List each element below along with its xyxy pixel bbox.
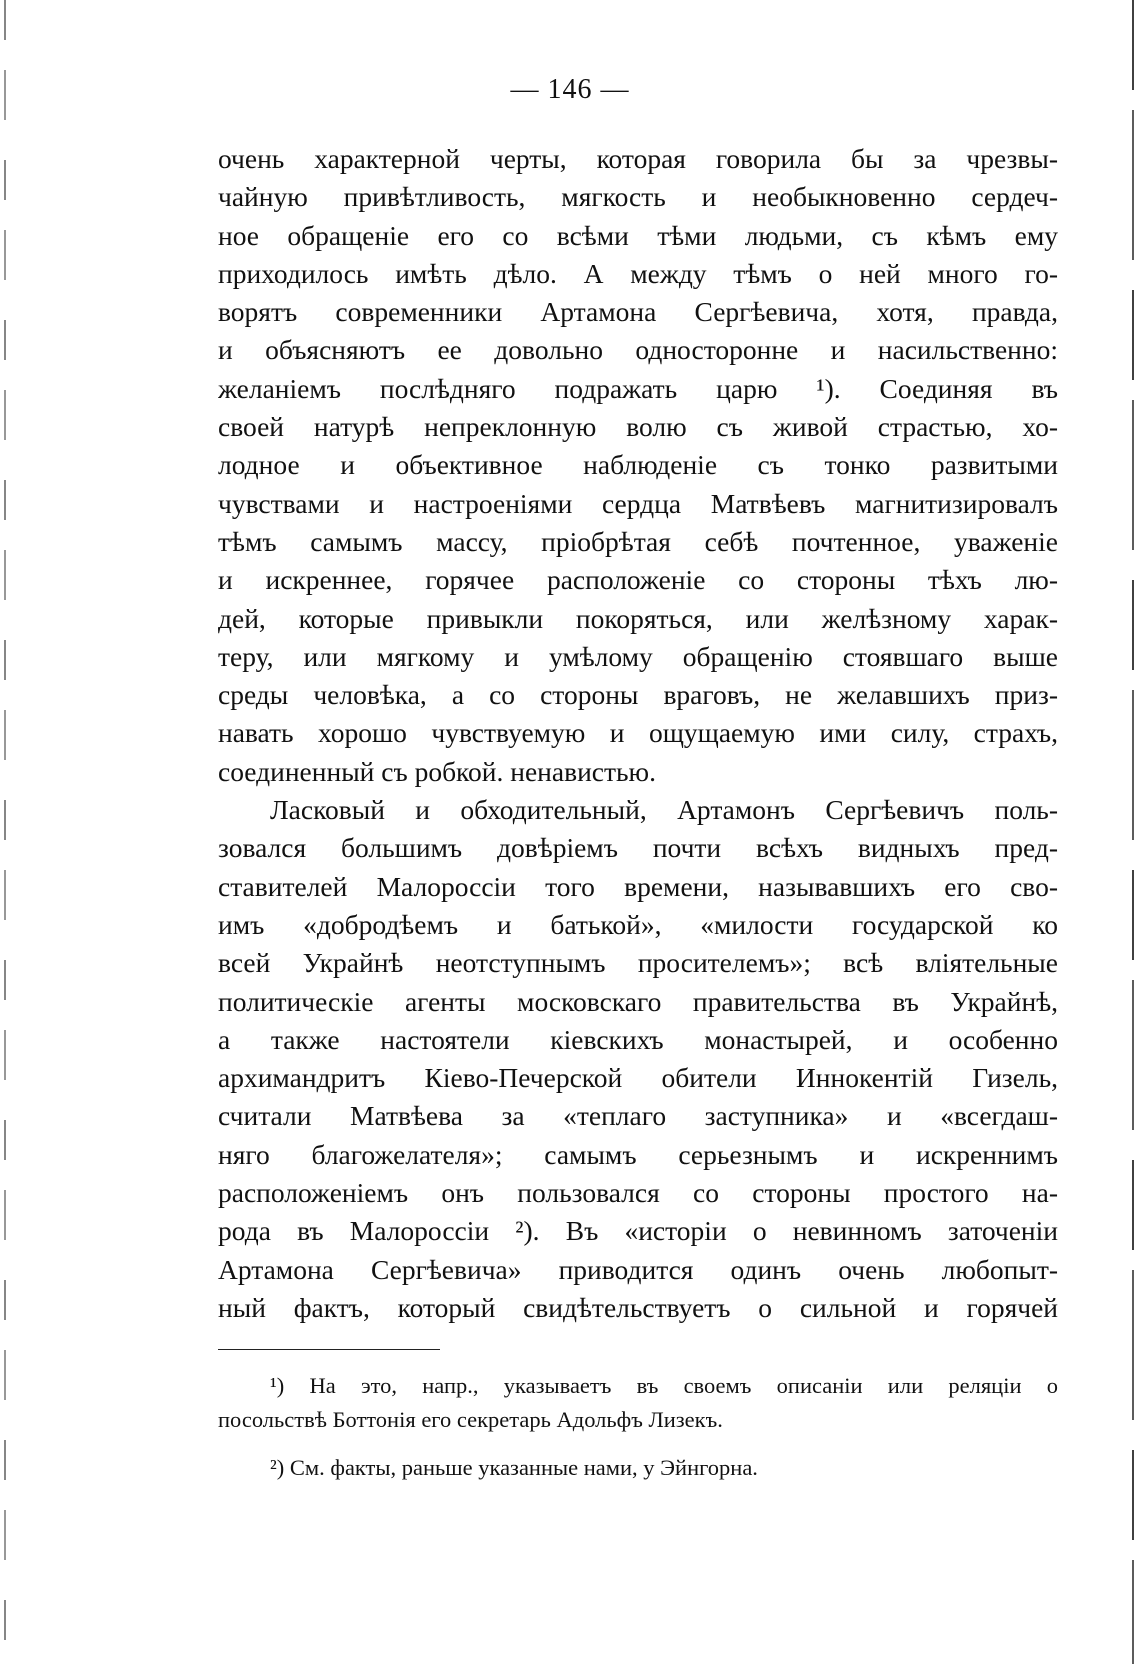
text-line: чувствами и настроеніями сердца Матвѣевъ магнитизировалъ bbox=[218, 487, 1058, 519]
text-line: политическіе агенты московскаго правительства въ Украйнѣ, bbox=[218, 985, 1058, 1017]
main-text bbox=[218, 140, 1058, 1327]
text-line: тѣмъ самымъ массу, пріобрѣтая себѣ почтенное, уваженіе bbox=[218, 525, 1058, 557]
text-line: приходилось имѣть дѣло. А между тѣмъ о ней много го- bbox=[218, 257, 1058, 289]
text-line: чайную привѣтливость, мягкость и необыкновенно сердеч- bbox=[218, 181, 1058, 213]
text-line: лодное и объективное наблюденіе съ тонко развитыми bbox=[218, 449, 1058, 481]
text-line: архимандритъ Кіево-Печерской обители Иннокентій Гизель, bbox=[218, 1062, 1058, 1094]
text-line: ное обращеніе его со всѣми тѣми людьми, съ кѣмъ ему bbox=[218, 219, 1058, 251]
footnotes bbox=[218, 1369, 1058, 1485]
footnote-line: ¹) На это, напр., указываетъ въ своемъ описаніи или реляціи о bbox=[270, 1373, 1058, 1398]
text-line: а также настоятели кіевскихъ монастырей, и особенно bbox=[218, 1023, 1058, 1055]
text-line: ставителей Малороссіи того времени, называвшихъ его сво- bbox=[218, 870, 1058, 902]
text-line: ворятъ современники Артамона Сергѣевича, хотя, правда, bbox=[218, 296, 1058, 328]
text-line: навать хорошо чувствуемую и ощущаемую ими силу, страхъ, bbox=[218, 717, 1058, 749]
scan-left-edge bbox=[4, 0, 6, 1664]
footnote-divider bbox=[218, 1349, 440, 1350]
text-line: Артамона Сергѣевича» приводится одинъ очень любопыт- bbox=[218, 1253, 1058, 1285]
text-line: и искреннее, горячее расположеніе со стороны тѣхъ лю- bbox=[218, 564, 1058, 596]
text-line: расположеніемъ онъ пользовался со стороны простого на- bbox=[218, 1177, 1058, 1209]
text-line: зовался большимъ довѣріемъ почти всѣхъ видныхъ пред- bbox=[218, 832, 1058, 864]
text-line: Ласковый и обходительный, Артамонъ Сергѣевичъ поль- bbox=[270, 794, 1058, 826]
text-line: желаніемъ послѣдняго подражать царю ¹). Соединяя въ bbox=[218, 372, 1058, 404]
footnote-line: посольствѣ Боттонія его секретарь Адольфъ Лизекъ. bbox=[218, 1407, 723, 1432]
text-line: имъ «добродѣемъ и батькой», «милости государской ко bbox=[218, 908, 1058, 940]
text-line: и объясняютъ ее довольно односторонне и насильственно: bbox=[218, 334, 1058, 366]
text-line: ный фактъ, который свидѣтельствуетъ о сильной и горячей bbox=[218, 1291, 1058, 1323]
text-line: среды человѣка, а со стороны враговъ, не желавшихъ приз- bbox=[218, 679, 1058, 711]
text-line: рода въ Малороссіи ²). Въ «исторіи о невинномъ заточеніи bbox=[218, 1215, 1058, 1247]
text-line: считали Матвѣева за «теплаго заступника» и «всегдаш- bbox=[218, 1100, 1058, 1132]
text-line: своей натурѣ непреклонную волю съ живой страстью, хо- bbox=[218, 411, 1058, 443]
text-line: теру, или мягкому и умѣлому обращенію стоявшаго выше bbox=[218, 640, 1058, 672]
scan-right-edge bbox=[1132, 0, 1134, 1664]
page-number: — 146 — bbox=[510, 74, 630, 105]
text-line: няго благожелателя»; самымъ серьезнымъ и искреннимъ bbox=[218, 1138, 1058, 1170]
text-line: дей, которые привыкли покоряться, или желѣзному харак- bbox=[218, 602, 1058, 634]
footnote-line: ²) См. факты, раньше указанные нами, у Эйнгорна. bbox=[270, 1455, 758, 1480]
text-line: всей Украйнѣ неотступнымъ просителемъ»; всѣ вліятельные bbox=[218, 947, 1058, 979]
footnote-gap bbox=[218, 1437, 1058, 1451]
text-line: очень характерной черты, которая говорила бы за чрезвы- bbox=[218, 143, 1058, 174]
text-line: соединенный съ робкой. ненавистью. bbox=[218, 755, 656, 787]
